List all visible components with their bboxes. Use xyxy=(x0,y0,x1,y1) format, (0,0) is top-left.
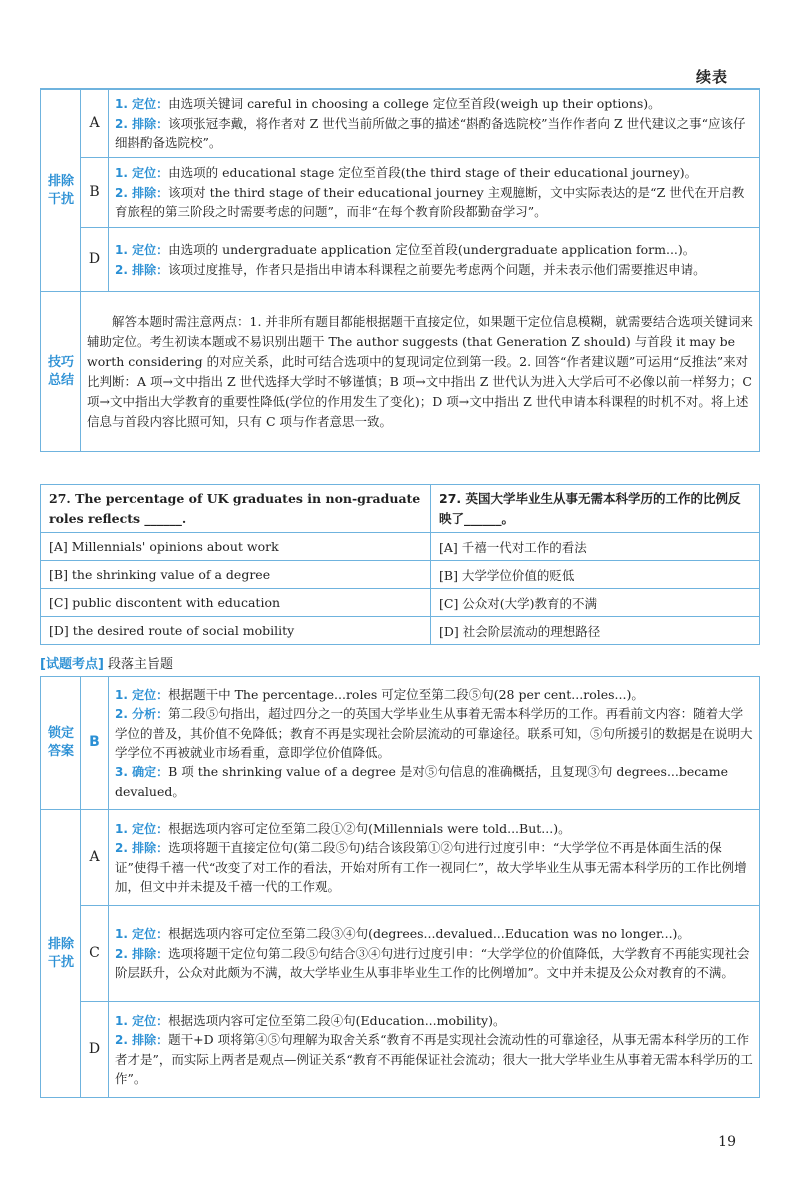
step-key: 1. 定位： xyxy=(115,242,169,257)
step-text: 根据选项内容可定位至第二段④句(Education...mobility)。 xyxy=(168,1012,506,1028)
question-table xyxy=(40,484,760,645)
lock-label xyxy=(41,677,81,810)
exclude-label xyxy=(41,810,81,1098)
step-key: 2. 排除： xyxy=(115,116,169,131)
option-analysis xyxy=(109,158,760,228)
step-text: 由选项的 educational stage 定位至首段(the third stage of their educational journey)。 xyxy=(168,165,698,181)
option-letter: A xyxy=(81,810,109,906)
step-text: 该项张冠李戴，将作者对 Z 世代当前所做之事的描述“斟酌备选院校”当作作者向 Z 世代建议之事“应该仔细斟酌备选院校”。 xyxy=(115,115,746,151)
step-key: 3. 确定： xyxy=(115,765,169,780)
option-letter: C xyxy=(81,906,109,1002)
option-letter: A xyxy=(81,90,109,158)
option-analysis xyxy=(109,906,760,1002)
exclude-label xyxy=(41,90,81,292)
answer-analysis-table xyxy=(40,676,760,1098)
option-en: [D] the desired route of social mobility xyxy=(41,617,431,645)
step-text: 选项将题干定位句第二段⑤句结合③④句进行过度引申：“大学学位的价值降低，大学教育不再能实现社会阶层跃升，公众对此颇为不满，故大学毕业生从事非毕业生工作的比例增加”。文中并未提及公众对教育的不满。 xyxy=(115,945,750,981)
option-analysis xyxy=(109,90,760,158)
step-text: 根据选项内容可定位至第二段①②句(Millennials were told...But...)。 xyxy=(168,820,571,836)
answer-letter: B xyxy=(81,677,109,810)
exam-point-tag: [试题考点] xyxy=(40,657,104,672)
step-key: 2. 排除： xyxy=(115,841,169,856)
skill-summary: 解答本题时需注意两点：1. 并非所有题目都能根据题干直接定位，如果题干定位信息模糊，就需要结合选项关键词来辅助定位。考生初读本题或不易识别出题干 The author suggests (that Generation Z should) 与首段 it may be worth considering 的对应关系，此时可结合选项中的复现词定位到第一段。2. 回答“作者建议题”可运用“反推法”来对比判断：A 项→文中指出 Z 世代选择大学时不够谨慎；B 项→文中指出 Z 世代认为进入大学后可不必像以前一样努力；C 项→文中指出大学教育的重要性降低(学位的作用发生了变化)；D 项→文中指出 Z 世代申请本科课程的时机不对。将上述信息与首段内容比照可知，只有 C 项与作者意思一致。 xyxy=(81,292,760,452)
step-key: 1. 定位： xyxy=(115,821,169,836)
option-cn: [C] 公众对(大学)教育的不满 xyxy=(431,589,760,617)
step-key: 1. 定位： xyxy=(115,97,169,112)
option-en: [A] Millennials' opinions about work xyxy=(41,533,431,561)
option-en: [B] the shrinking value of a degree xyxy=(41,561,431,589)
step-key: 2. 排除： xyxy=(115,1033,169,1048)
option-en: [C] public discontent with education xyxy=(41,589,431,617)
step-key: 1. 定位： xyxy=(115,166,169,181)
exam-point-text: 段落主旨题 xyxy=(108,657,174,672)
skill-label-text: 技巧总结 xyxy=(47,354,74,388)
step-text: 根据题干中 The percentage...roles 可定位至第二段⑤句(28 per cent...roles...)。 xyxy=(168,686,644,702)
option-letter: B xyxy=(81,158,109,228)
page-number: 19 xyxy=(718,1134,736,1150)
step-text: 由选项的 undergraduate application 定位至首段(undergraduate application form...)。 xyxy=(168,241,696,257)
exclude-label-text: 排除干扰 xyxy=(47,173,74,207)
step-text: B 项 the shrinking value of a degree 是对⑤句信息的准确概括，且复现③句 degrees...became devalued。 xyxy=(115,764,728,800)
step-key: 2. 分析： xyxy=(115,707,169,722)
option-analysis xyxy=(109,810,760,906)
question-stem-cn: 27. 英国大学毕业生从事无需本科学历的工作的比例反映了______。 xyxy=(431,485,760,533)
option-letter: D xyxy=(81,228,109,292)
step-text: 题干+D 项将第④⑤句理解为取舍关系“教育不再是实现社会流动性的可靠途径，从事无需本科学历的工作者才是”，而实际上两者是观点—例证关系“教育不再能保证社会流动；很大一批大学毕业生从事着无需本科学历的工作”。 xyxy=(115,1032,753,1087)
option-cn: [A] 千禧一代对工作的看法 xyxy=(431,533,760,561)
step-key: 1. 定位： xyxy=(115,687,169,702)
step-key: 1. 定位： xyxy=(115,927,169,942)
step-text: 该项过度推导，作者只是指出申请本科课程之前要先考虑两个问题，并未表示他们需要推迟申请。 xyxy=(168,261,706,277)
option-analysis xyxy=(109,1002,760,1098)
step-key: 2. 排除： xyxy=(115,262,169,277)
option-analysis xyxy=(109,228,760,292)
step-text: 由选项关键词 careful in choosing a college 定位至首段(weigh up their options)。 xyxy=(168,96,661,112)
option-cn: [B] 大学学位价值的贬低 xyxy=(431,561,760,589)
option-letter: D xyxy=(81,1002,109,1098)
step-text: 选项将题干直接定位句(第二段⑤句)结合该段第①②句进行过度引申：“大学学位不再是体面生活的保证”使得千禧一代“改变了对工作的看法，开始对所有工作一视同仁”，故大学毕业生从事无需本科学历的工作比例增加，但文中并未提及千禧一代的工作观。 xyxy=(115,840,747,895)
answer-analysis xyxy=(109,677,760,810)
question-stem-en: 27. The percentage of UK graduates in non-graduate roles reflects ______. xyxy=(41,485,431,533)
skill-label xyxy=(41,292,81,452)
step-key: 2. 排除： xyxy=(115,946,169,961)
exam-point xyxy=(40,653,173,672)
top-analysis-table xyxy=(40,89,760,452)
step-text: 第二段⑤句指出，超过四分之一的英国大学毕业生从事着无需本科学历的工作。再看前文内容：随着大学学位的普及，其价值不免降低；教育不再是实现社会阶层流动的可靠途径。联系可知，⑤句所援引的数据是在说明大学学位不再被就业市场看重，意即学位价值降低。 xyxy=(115,706,753,761)
lock-label-text: 锁定答案 xyxy=(47,726,74,759)
option-cn: [D] 社会阶层流动的理想路径 xyxy=(431,617,760,645)
continued-label: 续表 xyxy=(695,68,728,86)
step-key: 2. 排除： xyxy=(115,185,169,200)
step-text: 该项对 the third stage of their educational journey 主观臆断，文中实际表达的是“Z 世代在开启教育旅程的第三阶段之时需要考虑的问题”，而非“在每个教育阶段都勤奋学习”。 xyxy=(115,184,745,220)
step-key: 1. 定位： xyxy=(115,1013,169,1028)
step-text: 根据选项内容可定位至第二段③④句(degrees...devalued...Education was no longer...)。 xyxy=(168,926,690,942)
exclude-label-text: 排除干扰 xyxy=(47,936,74,970)
